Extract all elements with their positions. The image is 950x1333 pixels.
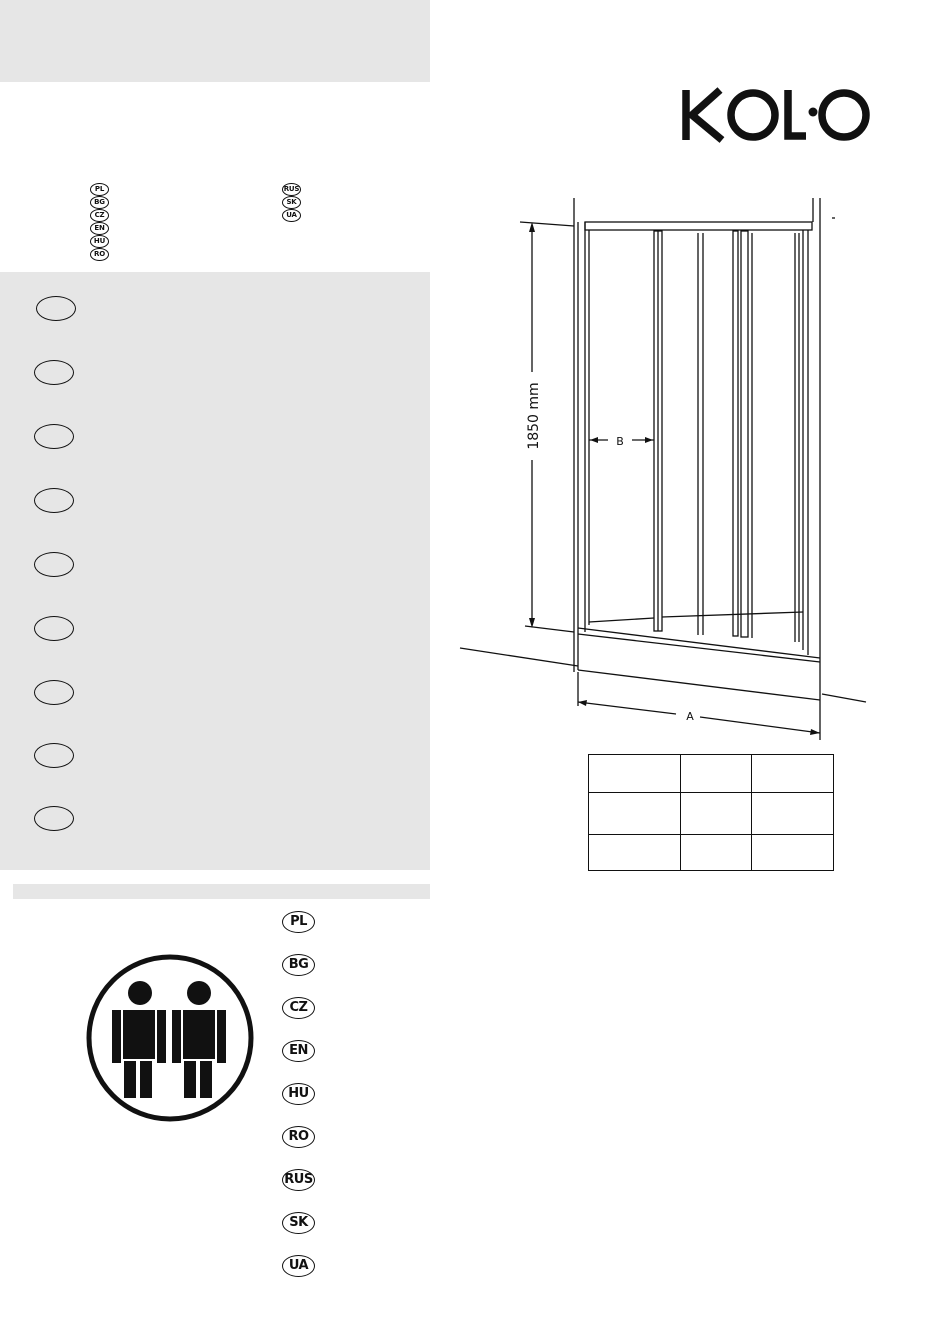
shower-enclosure-drawing	[455, 190, 875, 750]
lang-badge-ua: UA	[282, 209, 301, 222]
table-row	[589, 793, 834, 835]
section-oval-8	[34, 743, 74, 768]
section-oval-1	[36, 296, 76, 321]
table-cell	[752, 755, 834, 793]
lang-badge-pl-lower: PL	[282, 911, 315, 933]
section-oval-3	[34, 424, 74, 449]
table-cell	[681, 793, 752, 835]
lang-badge-ro-lower: RO	[282, 1126, 315, 1148]
lang-badge-sk-lower: SK	[282, 1212, 315, 1234]
lang-badge-en-lower: EN	[282, 1040, 315, 1062]
lang-badge-cz: CZ	[90, 209, 109, 222]
table-row	[589, 755, 834, 793]
section-oval-2	[34, 360, 74, 385]
lang-badge-rus-lower: RUS	[282, 1169, 315, 1191]
section-oval-6	[34, 616, 74, 641]
table-cell	[589, 755, 681, 793]
table-cell	[681, 835, 752, 871]
lang-badge-sk: SK	[282, 196, 301, 209]
section-oval-5	[34, 552, 74, 577]
lang-badge-hu-lower: HU	[282, 1083, 315, 1105]
table-cell	[752, 793, 834, 835]
lang-badge-pl: PL	[90, 183, 109, 196]
kolo-logo-text: KOLO	[678, 86, 681, 87]
lang-badge-hu: HU	[90, 235, 109, 248]
lang-badge-en: EN	[90, 222, 109, 235]
table-row	[589, 835, 834, 871]
table-cell	[681, 755, 752, 793]
two-persons-icon	[84, 952, 256, 1124]
dimension-b-label: B	[616, 435, 624, 448]
section-oval-9	[34, 806, 74, 831]
section-oval-7	[34, 680, 74, 705]
height-dimension-label: 1850 mm	[526, 382, 542, 450]
table-cell	[589, 835, 681, 871]
kolo-logo	[678, 86, 872, 144]
lang-badge-bg: BG	[90, 196, 109, 209]
section-oval-4	[34, 488, 74, 513]
lang-badge-rus: RUS	[282, 183, 301, 196]
table-cell	[752, 835, 834, 871]
table-cell	[589, 793, 681, 835]
lang-badge-bg-lower: BG	[282, 954, 315, 976]
lang-badge-ro: RO	[90, 248, 109, 261]
lang-badge-ua-lower: UA	[282, 1255, 315, 1277]
divider-strip	[13, 884, 430, 899]
header-banner	[0, 0, 430, 82]
dimension-a-label: A	[686, 710, 694, 723]
lang-badge-cz-lower: CZ	[282, 997, 315, 1019]
dimension-table	[588, 754, 834, 871]
